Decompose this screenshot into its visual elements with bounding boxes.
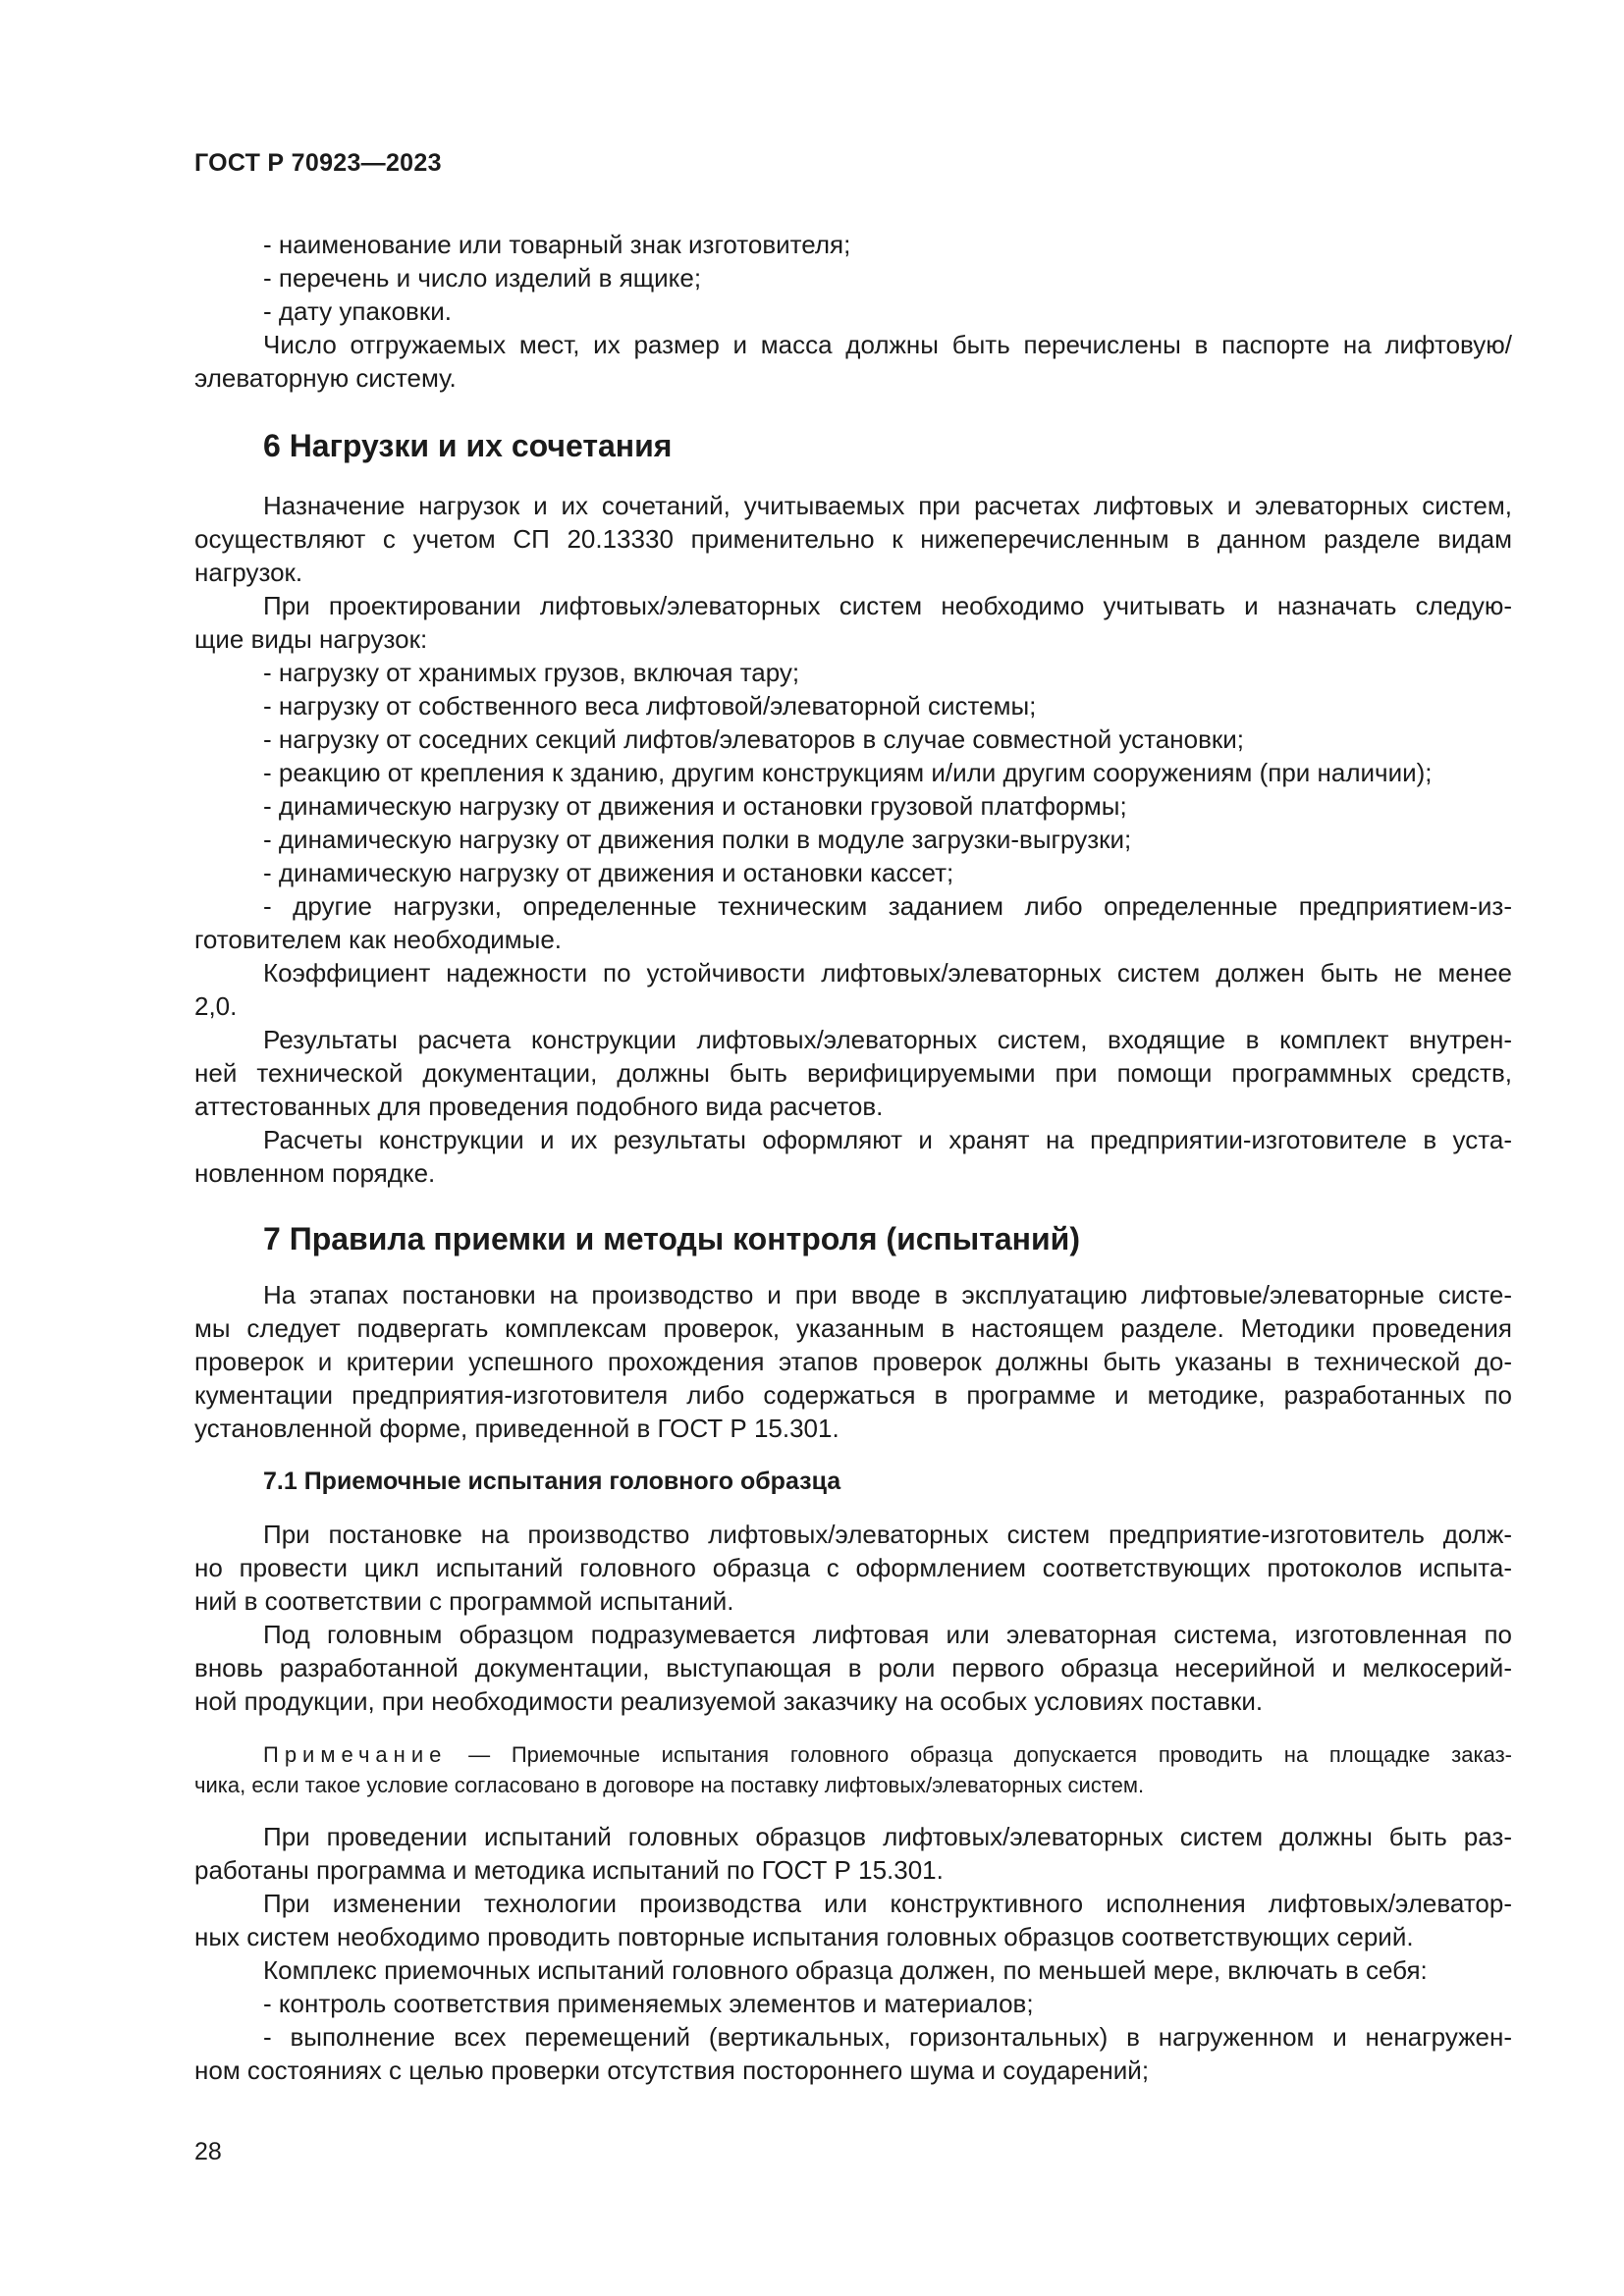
list-item: - реакцию от крепления к зданию, другим конструкциям и/или другим сооружениям (при наличии); xyxy=(263,758,1433,787)
paragraph-line: кументации предприятия-изготовителя либо содержаться в программе и методике, разработанных по xyxy=(194,1380,1512,1410)
note-block xyxy=(194,1739,1512,1800)
paragraph-line: Расчеты конструкции и их результаты оформляют и хранят на предприятии-изготовителе в уста- xyxy=(263,1125,1512,1154)
section-6-heading: 6 Нагрузки и их сочетания xyxy=(263,428,673,463)
note-label: Примечание xyxy=(263,1742,448,1767)
paragraph-line: При постановке на производство лифтовых/элеваторных систем предприятие-изготовитель долж- xyxy=(263,1520,1512,1549)
page-content xyxy=(194,228,1512,2087)
paragraph-line: ний в соответствии с программой испытаний. xyxy=(194,1586,734,1616)
list-item-continuation: готовителем как необходимые. xyxy=(194,925,563,954)
paragraph-line: ней технической документации, должны быть верифицируемыми при помощи программных средств, xyxy=(194,1058,1512,1088)
list-item: - перечень и число изделий в ящике; xyxy=(263,263,702,293)
paragraph-line: проверок и критерии успешного прохождения этапов проверок должны быть указаны в технической до- xyxy=(194,1347,1512,1376)
intro-block xyxy=(194,228,1512,395)
list-item: - контроль соответствия применяемых элементов и материалов; xyxy=(263,1989,1034,2018)
paragraph-line: вновь разработанной документации, выступающая в роли первого образца несерийной и мелкосерий- xyxy=(194,1653,1512,1682)
list-item: - нагрузку от соседних секций лифтов/элеваторов в случае совместной установки; xyxy=(263,724,1245,754)
list-item-continuation: ном состояниях с целью проверки отсутствия постороннего шума и соударений; xyxy=(194,2056,1150,2085)
paragraph-line: установленной форме, приведенной в ГОСТ Р 15.301. xyxy=(194,1414,839,1443)
paragraph-line: Под головным образцом подразумевается лифтовая или элеваторная система, изготовленная по xyxy=(263,1620,1512,1649)
paragraph-line: 2,0. xyxy=(194,991,238,1021)
note-line: чика, если такое условие согласовано в договоре на поставку лифтовых/элеваторных систем. xyxy=(194,1773,1145,1797)
paragraph-line: но провести цикл испытаний головного образца с оформлением соответствующих протоколов испыта- xyxy=(194,1553,1512,1582)
section-7-body xyxy=(194,1278,1512,1445)
subsection-7-1-body xyxy=(194,1518,1512,2087)
paragraph-line: При изменении технологии производства или конструктивного исполнения лифтовых/элеватор- xyxy=(263,1889,1512,1918)
paragraph-line: Число отгружаемых мест, их размер и масса должны быть перечислены в паспорте на лифтовую/ xyxy=(263,330,1512,359)
paragraph-line: Результаты расчета конструкции лифтовых/элеваторных систем, входящие в комплект внутрен- xyxy=(263,1025,1512,1054)
list-item: - выполнение всех перемещений (вертикальных, горизонтальных) в нагруженном и ненагружен- xyxy=(263,2022,1512,2052)
note-text: — Приемочные испытания головного образца допускается проводить на площадке заказ- xyxy=(447,1742,1512,1767)
list-item: - другие нагрузки, определенные техническим заданием либо определенные предприятием-из- xyxy=(263,891,1512,921)
list-item: - дату упаковки. xyxy=(263,296,452,326)
list-item: - динамическую нагрузку от движения и остановки грузовой платформы; xyxy=(263,791,1127,821)
document-code-header: ГОСТ Р 70923—2023 xyxy=(194,149,442,177)
paragraph-line: При проведении испытаний головных образцов лифтовых/элеваторных систем должны быть раз- xyxy=(263,1822,1512,1851)
paragraph-line: аттестованных для проведения подобного вида расчетов. xyxy=(194,1092,884,1121)
section-6-body xyxy=(194,489,1512,1190)
paragraph-line: щие виды нагрузок: xyxy=(194,624,428,654)
paragraph-line: При проектировании лифтовых/элеваторных систем необходимо учитывать и назначать следую- xyxy=(263,591,1512,620)
section-7-heading: 7 Правила приемки и методы контроля (испытаний) xyxy=(263,1221,1080,1256)
list-item: - нагрузку от хранимых грузов, включая тару; xyxy=(263,658,800,687)
subsection-7-1-heading: 7.1 Приемочные испытания головного образца xyxy=(263,1468,841,1495)
paragraph-line: элеваторную систему. xyxy=(194,363,457,393)
paragraph-line: ных систем необходимо проводить повторные испытания головных образцов соответствующих серий. xyxy=(194,1922,1414,1951)
paragraph-line: осуществляют с учетом СП 20.13330 применительно к нижеперечисленным в данном разделе видам xyxy=(194,524,1512,554)
paragraph-line: Назначение нагрузок и их сочетаний, учитываемых при расчетах лифтовых и элеваторных систем, xyxy=(263,491,1512,520)
paragraph-line: мы следует подвергать комплексам проверок, указанным в настоящем разделе. Методики проведения xyxy=(194,1313,1512,1343)
paragraph-line: работаны программа и методика испытаний по ГОСТ Р 15.301. xyxy=(194,1855,944,1885)
paragraph-line: новленном порядке. xyxy=(194,1158,436,1188)
paragraph-line: ной продукции, при необходимости реализуемой заказчику на особых условиях поставки. xyxy=(194,1686,1264,1716)
paragraph-line: нагрузок. xyxy=(194,558,303,587)
list-item: - динамическую нагрузку от движения и остановки кассет; xyxy=(263,858,954,887)
paragraph-line: На этапах постановки на производство и при вводе в эксплуатацию лифтовые/элеваторные систе- xyxy=(263,1280,1512,1309)
paragraph-line: Комплекс приемочных испытаний головного образца должен, по меньшей мере, включать в себя: xyxy=(263,1955,1428,1985)
list-item: - динамическую нагрузку от движения полки в модуле загрузки-выгрузки; xyxy=(263,825,1132,854)
paragraph-line: Коэффициент надежности по устойчивости лифтовых/элеваторных систем должен быть не менее xyxy=(263,958,1512,988)
note-line xyxy=(194,1739,1512,1770)
page-number: 28 xyxy=(194,2138,222,2165)
list-item: - нагрузку от собственного веса лифтовой/элеваторной системы; xyxy=(263,691,1037,721)
list-item: - наименование или товарный знак изготовителя; xyxy=(263,230,851,259)
